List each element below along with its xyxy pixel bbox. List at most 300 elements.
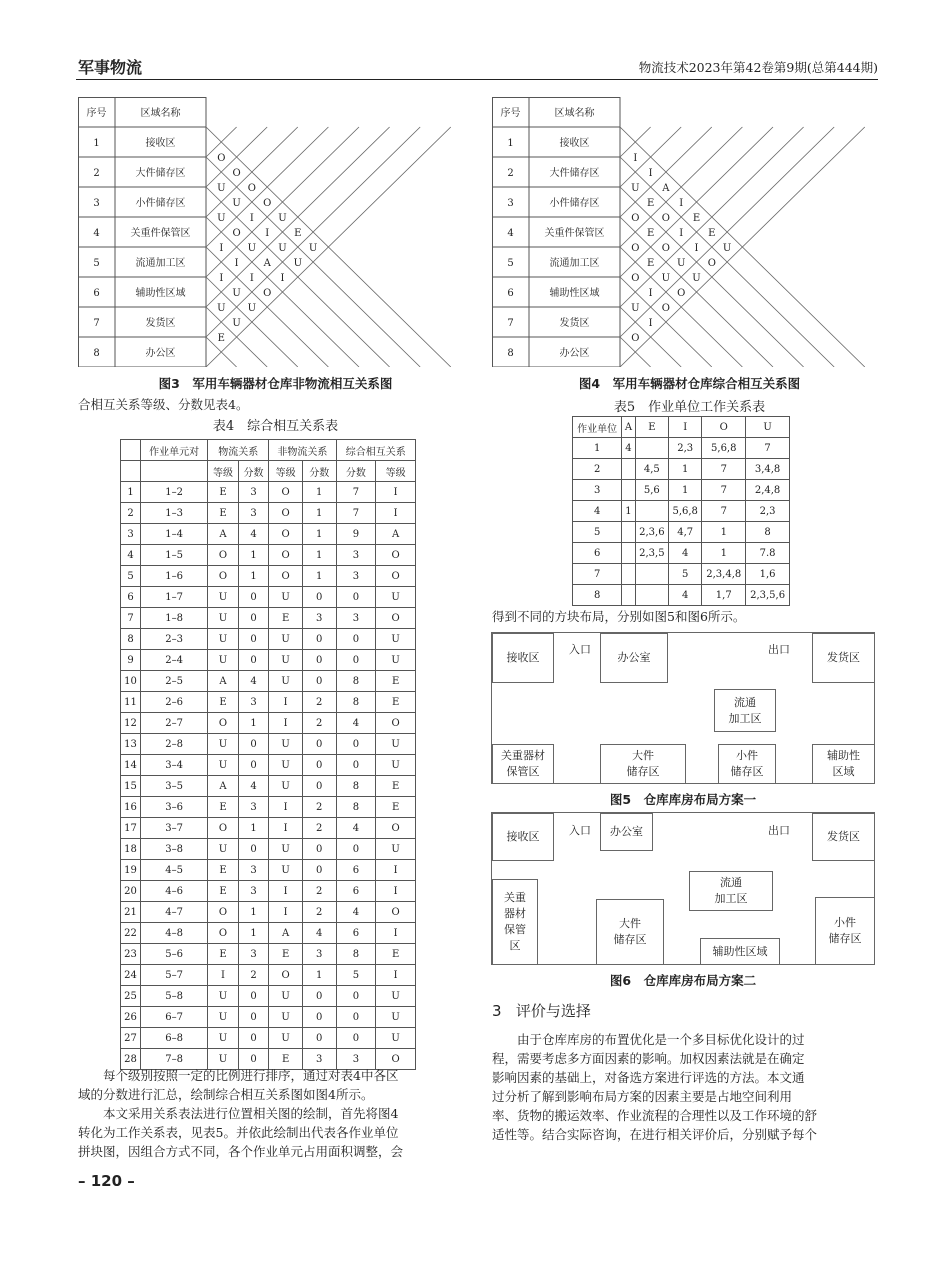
fig-relationship-letter: I <box>249 273 254 284</box>
fig-relationship-letter: A <box>662 183 670 194</box>
t4-cell: I <box>269 881 303 902</box>
t4-cell: 1–6 <box>141 566 208 587</box>
t4-cell: 1 <box>302 503 336 524</box>
t4-cell: 24 <box>121 965 141 986</box>
t4-row <box>121 923 416 944</box>
t4-cell: 5–7 <box>141 965 208 986</box>
f6-shipping-zone: 发货区 <box>812 813 875 861</box>
fig-relationship-letter: I <box>694 243 699 254</box>
right-para-line: 程，需要考虑多方面因素的影响。加权因素法就是在确定 <box>492 1051 805 1066</box>
t5-cell: 2,3 <box>746 501 790 522</box>
fig-relationship-letter: U <box>232 288 241 299</box>
table-5 <box>572 416 790 606</box>
f6-entrance-label: 入口 <box>569 824 591 837</box>
t4-cell: U <box>208 839 239 860</box>
t5-cell: 3,4,8 <box>746 459 790 480</box>
t5-row <box>573 522 790 543</box>
f6-key-line: 关重 <box>504 891 526 904</box>
t4-cell: I <box>269 818 303 839</box>
right-para-line: 影响因素的基础上，对备选方案进行评选的方法。本文通 <box>492 1070 805 1085</box>
f5-processing-line: 加工区 <box>728 711 762 725</box>
t4-cell: 13 <box>121 734 141 755</box>
right-body-paragraphs <box>492 1030 887 1144</box>
t4-row <box>121 944 416 965</box>
t4-cell: 0 <box>302 776 336 797</box>
t4-cell: E <box>376 944 416 965</box>
fig-relationship-letter: O <box>217 153 226 164</box>
fig-relationship-letter: E <box>708 228 716 239</box>
t4-cell: U <box>208 629 239 650</box>
fig-relationship-letter: U <box>722 243 732 254</box>
figure-3-caption: 图3 军用车辆器材仓库非物流相互关系图 <box>158 376 393 391</box>
t4-cell: E <box>269 1049 303 1070</box>
t4-cell: E <box>269 608 303 629</box>
t4-row <box>121 608 416 629</box>
figure-6-layout <box>491 812 875 965</box>
fig-row-number: 7 <box>93 318 100 329</box>
t4-cell: 15 <box>121 776 141 797</box>
t4-cell: O <box>208 566 239 587</box>
t4-cell: 0 <box>238 1007 269 1028</box>
t4-cell: 1 <box>238 566 269 587</box>
left-para-line: 转化为工作关系表，见表5。并依此绘制出代表各作业单位 <box>78 1125 399 1140</box>
f5-office <box>600 633 668 683</box>
t4-cell: 6 <box>336 923 376 944</box>
t4-cell: 2 <box>302 797 336 818</box>
fig-zone-name: 大件储存区 <box>549 168 600 179</box>
t4-cell: U <box>376 629 416 650</box>
t4-cell: U <box>269 1028 303 1049</box>
t5-cell: 4 <box>669 543 702 564</box>
t4-subhead: 等级 <box>269 461 303 482</box>
t5-cell <box>622 522 635 543</box>
t4-row <box>121 524 416 545</box>
t4-cell: 0 <box>336 734 376 755</box>
section-number: 3 <box>492 1002 502 1020</box>
fig-zone-name: 大件储存区 <box>135 168 186 179</box>
fig-relationship-letter: O <box>263 288 272 299</box>
t4-cell: E <box>376 692 416 713</box>
t4-cell: 2–4 <box>141 650 208 671</box>
fig-relationship-letter: I <box>633 153 638 164</box>
t4-cell: 6–8 <box>141 1028 208 1049</box>
t4-row <box>121 839 416 860</box>
t4-cell: U <box>376 755 416 776</box>
fig-relationship-letter: U <box>247 243 257 254</box>
fig-row-number: 1 <box>507 138 514 149</box>
t5-cell <box>635 564 668 585</box>
fig-zone-name: 流通加工区 <box>549 258 600 269</box>
fig-relationship-letter: E <box>217 333 225 344</box>
t4-cell: 1 <box>238 545 269 566</box>
t4-cell: 0 <box>302 755 336 776</box>
t4-cell: O <box>208 902 239 923</box>
t4-cell: 19 <box>121 860 141 881</box>
t4-cell: 4 <box>336 902 376 923</box>
fig-relationship-letter: I <box>219 243 224 254</box>
t4-cell: 0 <box>336 986 376 1007</box>
t4-cell: U <box>208 1049 239 1070</box>
fig-zone-name: 小件储存区 <box>135 198 186 209</box>
fig-relationship-letter: U <box>293 258 303 269</box>
t4-cell: U <box>376 650 416 671</box>
t4-cell: 4 <box>302 923 336 944</box>
fig-relationship-letter: O <box>631 243 640 254</box>
left-para-line: 域的分数进行汇总，绘制综合相互关系图如图4所示。 <box>78 1087 374 1102</box>
t4-cell: O <box>376 902 416 923</box>
left-intro-text: 合相互关系等级、分数见表4。 <box>78 397 249 412</box>
fig-row-number: 1 <box>93 138 100 149</box>
t4-cell: 0 <box>336 629 376 650</box>
fig-header-zone: 区域名称 <box>554 108 595 119</box>
fig-relationship-letter: U <box>308 243 318 254</box>
t4-cell: 10 <box>121 671 141 692</box>
t5-cell: 5 <box>573 522 622 543</box>
t4-cell: U <box>208 1007 239 1028</box>
t5-cell: 5,6,8 <box>669 501 702 522</box>
t4-cell: 3 <box>336 608 376 629</box>
f6-processing-line: 加工区 <box>714 892 748 905</box>
t4-cell: 5 <box>121 566 141 587</box>
t4-cell: E <box>208 797 239 818</box>
figure-4-relationship-diagram <box>492 97 887 367</box>
fig-relationship-letter: E <box>692 213 701 224</box>
t4-cell: E <box>208 881 239 902</box>
t4-cell: 1 <box>238 902 269 923</box>
t4-cell: I <box>269 713 303 734</box>
fig-row-number: 5 <box>93 258 100 269</box>
fig-row-number: 8 <box>507 348 514 359</box>
fig-relationship-letter: I <box>679 228 684 239</box>
fig-relationship-letter: O <box>631 333 640 344</box>
right-para-line: 由于仓库库房的布置优化是一个多目标优化设计的过 <box>492 1032 805 1047</box>
t4-cell: 2–3 <box>141 629 208 650</box>
t4-cell: 2–5 <box>141 671 208 692</box>
t5-cell: 4 <box>622 438 635 459</box>
t4-cell: U <box>208 587 239 608</box>
f6-small-line: 小件 <box>834 916 856 929</box>
t5-cell: 7 <box>573 564 622 585</box>
section-heading <box>492 1000 591 1021</box>
t4-cell: 2 <box>238 965 269 986</box>
table-5-title: 表5 作业单位工作关系表 <box>613 400 766 415</box>
t4-row <box>121 629 416 650</box>
t4-cell: U <box>208 755 239 776</box>
t4-cell: I <box>269 902 303 923</box>
t4-cell: U <box>269 839 303 860</box>
t4-cell: U <box>208 650 239 671</box>
t4-cell: 3 <box>302 608 336 629</box>
t5-cell: 7 <box>746 438 790 459</box>
t5-header: U <box>746 417 790 438</box>
t4-cell: 2 <box>302 881 336 902</box>
fig-relationship-letter: O <box>631 213 640 224</box>
t4-cell: 0 <box>336 1028 376 1049</box>
f5-large-line: 储存区 <box>626 765 660 778</box>
f5-small-storage <box>718 744 776 784</box>
t4-cell: I <box>376 923 416 944</box>
left-para-line: 拼块图，因组合方式不同，各个作业单元占用面积调整，会 <box>78 1144 404 1159</box>
t4-header-logistics: 物流关系 <box>208 440 269 461</box>
t5-cell: 2,3 <box>669 438 702 459</box>
fig-relationship-letter: U <box>217 303 226 314</box>
t4-cell: 3 <box>238 797 269 818</box>
t4-cell: U <box>208 1028 239 1049</box>
t4-cell: U <box>376 1007 416 1028</box>
t4-cell: E <box>269 944 303 965</box>
fig-zone-name: 辅助性区域 <box>135 288 186 299</box>
t4-cell: 0 <box>238 608 269 629</box>
f6-large-line: 大件 <box>619 917 641 930</box>
t4-cell: 2–6 <box>141 692 208 713</box>
fig-zone-name: 办公区 <box>559 348 590 359</box>
fig-relationship-letter: U <box>631 303 640 314</box>
t4-cell: 0 <box>238 1028 269 1049</box>
f5-exit-label: 出口 <box>768 643 790 656</box>
left-para-line: 每个级别按照一定的比例进行排序，通过对表4中各区 <box>78 1068 399 1083</box>
t5-cell <box>622 543 635 564</box>
t4-row <box>121 566 416 587</box>
t4-row <box>121 671 416 692</box>
fig-relationship-letter: U <box>217 213 226 224</box>
t4-cell: 7 <box>336 503 376 524</box>
fig-row-number: 6 <box>93 288 100 299</box>
fig-relationship-letter: O <box>661 303 671 314</box>
t4-cell: 0 <box>336 755 376 776</box>
t4-cell: 3 <box>121 524 141 545</box>
t4-row <box>121 881 416 902</box>
f5-receive-zone: 接收区 <box>492 633 554 683</box>
fig-relationship-letter: E <box>294 228 302 239</box>
t4-cell: U <box>269 587 303 608</box>
t4-cell: 8 <box>336 776 376 797</box>
t4-cell: U <box>269 734 303 755</box>
t5-cell: 1,7 <box>702 585 746 606</box>
t4-row <box>121 1007 416 1028</box>
t4-cell: O <box>269 965 303 986</box>
t5-cell: 1 <box>669 459 702 480</box>
fig-relationship-letter: E <box>646 198 655 209</box>
t4-cell: 1 <box>302 566 336 587</box>
t4-cell: 1–7 <box>141 587 208 608</box>
t4-cell: 6–7 <box>141 1007 208 1028</box>
fig-row-number: 4 <box>93 228 100 239</box>
t4-cell: U <box>376 734 416 755</box>
t5-cell: 2,3,4,8 <box>702 564 746 585</box>
fig-relationship-letter: U <box>247 303 257 314</box>
t4-cell: O <box>376 566 416 587</box>
t5-row <box>573 564 790 585</box>
f5-office-label: 办公室 <box>617 651 651 664</box>
t4-cell: 5–8 <box>141 986 208 1007</box>
t4-cell: 0 <box>302 587 336 608</box>
t4-cell: 4 <box>238 524 269 545</box>
fig-row-number: 7 <box>507 318 514 329</box>
t4-cell: 0 <box>302 734 336 755</box>
t4-cell: 4 <box>238 776 269 797</box>
t4-cell: 3 <box>302 944 336 965</box>
fig-relationship-letter: U <box>232 318 241 329</box>
t5-cell: 6 <box>573 543 622 564</box>
t4-cell: 4 <box>336 818 376 839</box>
f6-processing-zone <box>689 871 773 911</box>
t4-cell: A <box>208 671 239 692</box>
f6-auxiliary-zone: 辅助性区域 <box>700 938 780 965</box>
fig-relationship-letter: I <box>648 168 653 179</box>
t5-row <box>573 480 790 501</box>
table-4 <box>120 439 416 1070</box>
f5-aux-line: 区域 <box>832 765 855 778</box>
fig-header-zone: 区域名称 <box>140 108 181 119</box>
right-para-line: 过分析了解到影响布局方案的因素主要是占地空间利用 <box>492 1089 793 1104</box>
t4-cell: 1 <box>302 482 336 503</box>
t4-cell: 3–4 <box>141 755 208 776</box>
t4-cell: O <box>208 713 239 734</box>
t4-cell: 8 <box>336 944 376 965</box>
t5-cell <box>622 480 635 501</box>
f5-aux-line: 辅助性 <box>827 749 860 762</box>
t4-cell: A <box>208 776 239 797</box>
t4-cell: 3–5 <box>141 776 208 797</box>
fig-relationship-letter: O <box>661 213 671 224</box>
t5-header: 作业单位 <box>573 417 622 438</box>
f5-large-line: 大件 <box>632 749 654 762</box>
t4-cell: 3–6 <box>141 797 208 818</box>
t4-cell: 16 <box>121 797 141 818</box>
t4-row <box>121 1028 416 1049</box>
f6-small-storage <box>815 897 875 965</box>
fig-zone-name: 接收区 <box>145 138 176 149</box>
left-body-paragraphs <box>78 1066 473 1161</box>
t4-cell: 1–3 <box>141 503 208 524</box>
right-para-line: 适性等。结合实际咨询，在进行相关评价后，分别赋予每个 <box>492 1127 818 1142</box>
t4-cell: 0 <box>238 650 269 671</box>
t4-row <box>121 965 416 986</box>
t4-cell: 3 <box>336 1049 376 1070</box>
fig-relationship-letter: U <box>661 273 671 284</box>
t5-header: O <box>702 417 746 438</box>
f6-key-line: 区 <box>509 939 521 952</box>
t4-cell: 0 <box>238 587 269 608</box>
t5-cell: 8 <box>573 585 622 606</box>
t4-cell: 1 <box>302 545 336 566</box>
t4-cell: 21 <box>121 902 141 923</box>
f6-small-line: 储存区 <box>828 932 862 945</box>
fig-zone-name: 办公区 <box>145 348 176 359</box>
t4-cell: E <box>208 482 239 503</box>
t4-cell: 2 <box>302 713 336 734</box>
f5-key-line: 保管区 <box>506 765 540 778</box>
t4-cell: U <box>376 1028 416 1049</box>
f5-processing-line: 流通 <box>734 695 756 709</box>
t4-cell: 3–8 <box>141 839 208 860</box>
t4-cell: A <box>376 524 416 545</box>
t4-subhead: 等级 <box>376 461 416 482</box>
t4-cell: 1 <box>302 965 336 986</box>
t5-cell <box>635 501 668 522</box>
t4-cell: 0 <box>238 734 269 755</box>
f6-exit-label: 出口 <box>768 824 790 837</box>
t4-cell: 3 <box>238 503 269 524</box>
t4-cell: 1 <box>238 923 269 944</box>
t4-cell: 1 <box>121 482 141 503</box>
t4-header-combined: 综合相互关系 <box>336 440 415 461</box>
t4-cell: 0 <box>336 650 376 671</box>
fig-row-number: 3 <box>507 198 514 209</box>
fig-relationship-letter: I <box>280 273 285 284</box>
fig-relationship-letter: O <box>247 183 257 194</box>
t4-cell: I <box>269 797 303 818</box>
t4-cell: 3 <box>336 545 376 566</box>
right-para-line: 率、货物的搬运效率、作业流程的合理性以及工作环境的舒 <box>492 1108 818 1123</box>
t4-row <box>121 860 416 881</box>
f5-shipping-zone: 发货区 <box>812 633 875 683</box>
t4-cell: 20 <box>121 881 141 902</box>
t4-row <box>121 503 416 524</box>
t4-row <box>121 902 416 923</box>
t5-cell: 2,3,5,6 <box>746 585 790 606</box>
t4-cell: I <box>376 860 416 881</box>
fig-zone-name: 发货区 <box>145 318 176 329</box>
t4-cell: E <box>376 776 416 797</box>
fig-row-number: 2 <box>507 168 514 179</box>
t4-row <box>121 818 416 839</box>
fig-zone-name: 流通加工区 <box>135 258 186 269</box>
t4-cell: 26 <box>121 1007 141 1028</box>
fig-row-number: 3 <box>93 198 100 209</box>
t5-row <box>573 459 790 480</box>
t4-cell: 2 <box>121 503 141 524</box>
t5-cell: 1 <box>622 501 635 522</box>
fig-zone-name: 关重件保管区 <box>130 228 191 239</box>
t4-cell: O <box>269 545 303 566</box>
t4-cell: 2 <box>302 902 336 923</box>
t4-cell: 12 <box>121 713 141 734</box>
t4-row <box>121 755 416 776</box>
t4-cell: U <box>376 587 416 608</box>
t4-cell: 1–4 <box>141 524 208 545</box>
t4-cell: 22 <box>121 923 141 944</box>
t4-cell: U <box>269 629 303 650</box>
fig-relationship-letter: E <box>646 228 655 239</box>
t4-cell: 2–7 <box>141 713 208 734</box>
fig-relationship-letter: U <box>217 183 226 194</box>
t4-row <box>121 776 416 797</box>
fig-zone-name: 接收区 <box>559 138 590 149</box>
t5-cell: 4,5 <box>635 459 668 480</box>
t4-cell: 0 <box>336 1007 376 1028</box>
t4-subhead: 分数 <box>238 461 269 482</box>
t5-cell: 4 <box>669 585 702 606</box>
t4-row <box>121 482 416 503</box>
t5-cell <box>635 438 668 459</box>
t4-cell: I <box>376 881 416 902</box>
t4-cell: 2 <box>302 818 336 839</box>
t4-cell: 1 <box>302 524 336 545</box>
t4-cell: 0 <box>302 671 336 692</box>
t4-cell: O <box>269 482 303 503</box>
f5-processing-zone <box>714 689 776 732</box>
left-para-line: 本文采用关系表法进行位置相关图的绘制，首先将图4 <box>78 1106 399 1121</box>
t4-cell: 4–5 <box>141 860 208 881</box>
t4-cell: 5–6 <box>141 944 208 965</box>
t5-cell: 7 <box>702 501 746 522</box>
t4-cell: 6 <box>336 860 376 881</box>
fig-row-number: 2 <box>93 168 100 179</box>
t4-cell: 2–8 <box>141 734 208 755</box>
f6-key-parts-zone <box>492 879 538 965</box>
t4-cell: 11 <box>121 692 141 713</box>
